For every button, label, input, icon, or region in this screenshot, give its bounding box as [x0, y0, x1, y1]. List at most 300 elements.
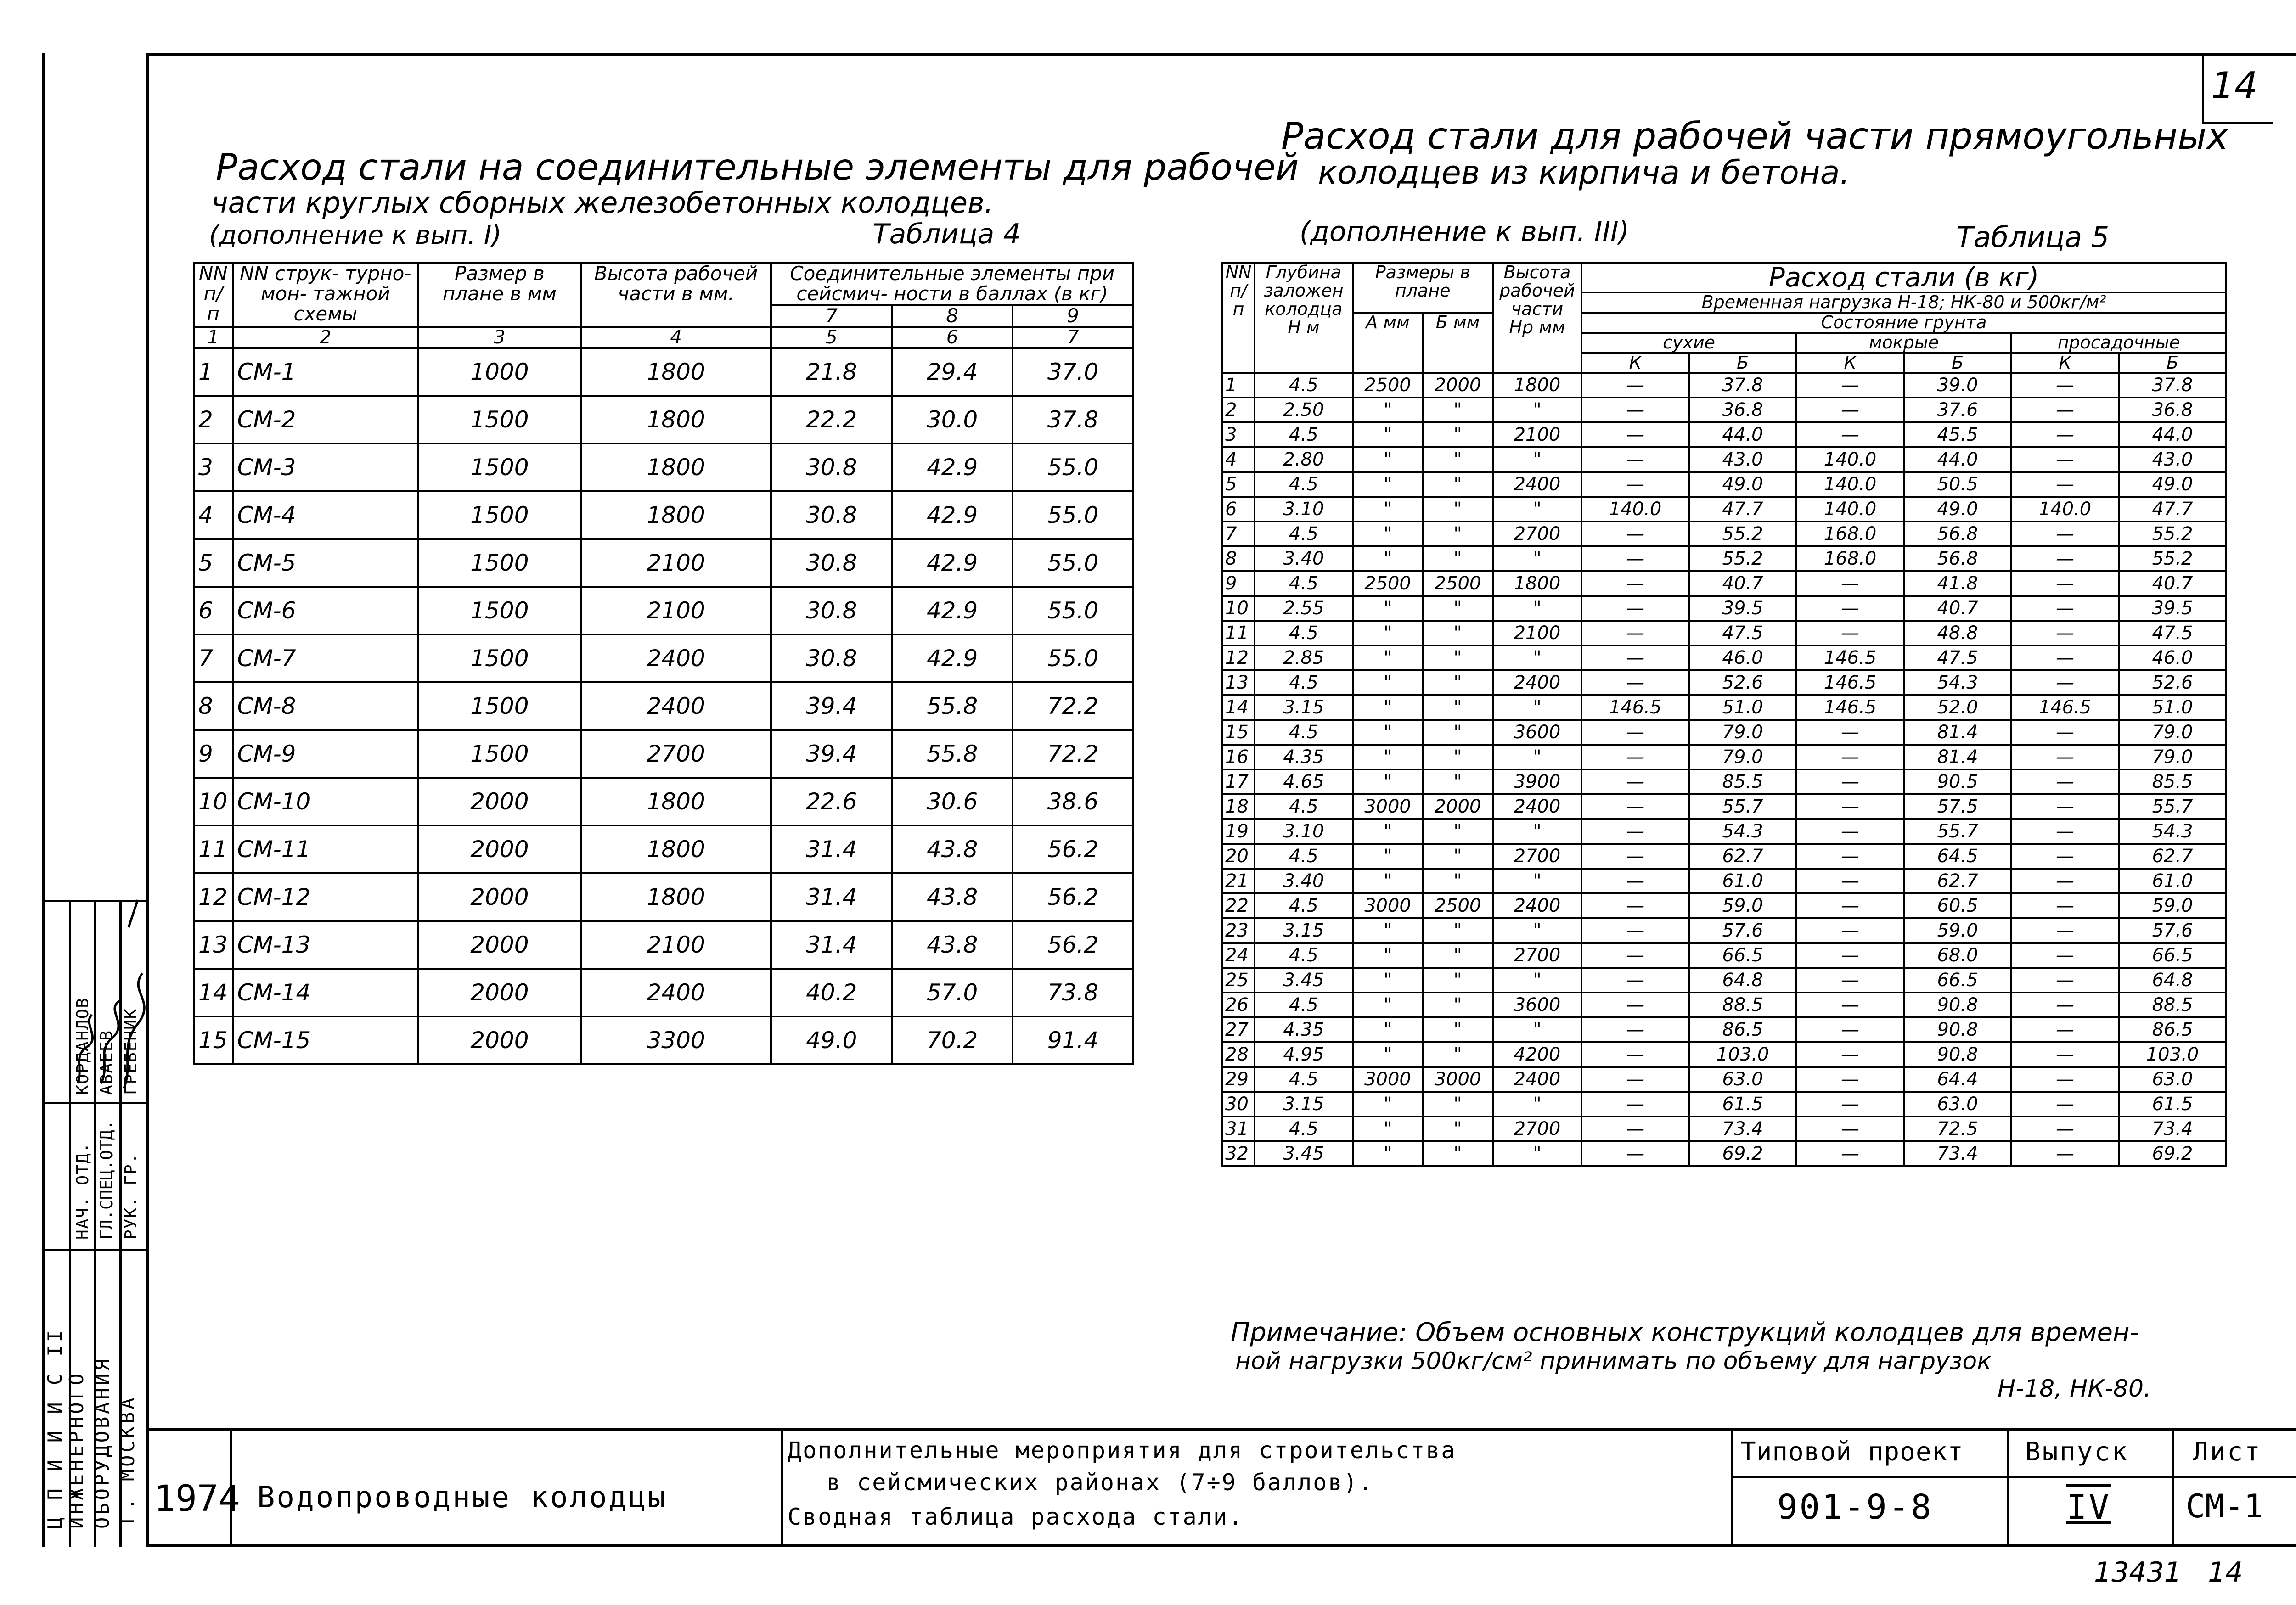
t5-cell: 32: [1222, 1141, 1255, 1166]
t5-cell: —: [2011, 869, 2119, 893]
t5-cell: 81.4: [1904, 720, 2011, 745]
t5-cell: —: [1796, 1117, 1904, 1141]
t4-cell: СМ-9: [233, 730, 418, 778]
t5-row: [1222, 918, 2226, 943]
t4-colnum: 5: [771, 327, 892, 348]
t5-cell: —: [1796, 422, 1904, 447]
t5-cell: ": [1423, 422, 1493, 447]
t5-cell: 22: [1222, 893, 1255, 918]
t4-cell: 2: [194, 396, 233, 443]
t5-cell: —: [2011, 1117, 2119, 1141]
t4-cell: 49.0: [771, 1016, 892, 1064]
right-title-line1: Расход стали для рабочей части прямоугольных: [1281, 115, 2228, 157]
t5-cell: 86.5: [2119, 1017, 2226, 1042]
t5-cell: 61.5: [1689, 1092, 1796, 1117]
t5-cell: 56.8: [1904, 546, 2011, 571]
t5-cell: 3.40: [1255, 546, 1353, 571]
t5-cell: —: [1581, 596, 1689, 621]
t5-cell: —: [1796, 968, 1904, 993]
t4-cell: 1800: [581, 778, 771, 825]
t5-cell: ": [1353, 422, 1423, 447]
t5-cell: 37.8: [2119, 373, 2226, 398]
t4-row: [194, 587, 1133, 634]
t5-cell: —: [2011, 943, 2119, 968]
t4-row: [194, 634, 1133, 682]
t5-cell: ": [1423, 1042, 1493, 1067]
stamp-issue-label: Выпуск: [2025, 1437, 2129, 1467]
t4-cell: 2400: [581, 682, 771, 730]
t4-row: [194, 396, 1133, 443]
t5-cell: —: [1796, 1017, 1904, 1042]
t5-cell: —: [1581, 1141, 1689, 1166]
t5-cell: 146.5: [1796, 695, 1904, 720]
t5-cell: —: [1796, 398, 1904, 422]
t4-cell: СМ-4: [233, 491, 418, 539]
t5-cell: 37.8: [1689, 373, 1796, 398]
t5-cell: 57.6: [2119, 918, 2226, 943]
t5-cell: 44.0: [1689, 422, 1796, 447]
t4-header-nn: NN п/п: [194, 263, 233, 327]
t5-cell: —: [1796, 621, 1904, 645]
t5-row: [1222, 1042, 2226, 1067]
t5-cell: 103.0: [1689, 1042, 1796, 1067]
t4-cell: 31.4: [771, 825, 892, 873]
t5-cell: —: [2011, 522, 2119, 546]
side-role-2: ГЛ.СПЕЦ.ОТД.: [97, 1120, 116, 1240]
t5-row: [1222, 769, 2226, 794]
t5-cell: ": [1353, 522, 1423, 546]
t5-cell: 49.0: [1904, 497, 2011, 522]
t5-cell: 3.15: [1255, 695, 1353, 720]
t5-cell: —: [2011, 993, 2119, 1017]
t5-cell: 2: [1222, 398, 1255, 422]
t5-row: [1222, 422, 2226, 447]
t4-header-height: Высота рабочей части в мм.: [581, 263, 771, 327]
t5-cell: 2700: [1493, 1117, 1581, 1141]
t4-cell: 30.8: [771, 634, 892, 682]
t4-cell: 10: [194, 778, 233, 825]
t5-cell: 47.5: [1904, 645, 2011, 670]
t5-cell: ": [1353, 993, 1423, 1017]
t4-cell: 39.4: [771, 730, 892, 778]
t5-cell: —: [1581, 373, 1689, 398]
t4-cell: 7: [194, 634, 233, 682]
footer-number: 13431 14: [2094, 1556, 2243, 1588]
t5-cell: 55.2: [2119, 546, 2226, 571]
t5-cell: 146.5: [1796, 645, 1904, 670]
t4-cell: 55.0: [1013, 443, 1133, 491]
t5-cell: 79.0: [1689, 745, 1796, 769]
t5-cell: 28: [1222, 1042, 1255, 1067]
t4-cell: 1500: [418, 443, 581, 491]
stamp-issue-value: IV: [2066, 1487, 2111, 1527]
t5-cell: 57.5: [1904, 794, 2011, 819]
t4-cell: СМ-14: [233, 969, 418, 1016]
t5-cell: 79.0: [2119, 720, 2226, 745]
t4-cell: 1800: [581, 491, 771, 539]
t5-cell: ": [1353, 720, 1423, 745]
t5-cell: 4.5: [1255, 893, 1353, 918]
t4-cell: 5: [194, 539, 233, 587]
t4-cell: СМ-13: [233, 921, 418, 969]
t4-cell: 15: [194, 1016, 233, 1064]
t5-cell: 44.0: [1904, 447, 2011, 472]
t5-cell: —: [1796, 596, 1904, 621]
t5-cell: 13: [1222, 670, 1255, 695]
t5-cell: 54.3: [1689, 819, 1796, 844]
t5-cell: 3.45: [1255, 1141, 1353, 1166]
t5-cell: ": [1423, 968, 1493, 993]
t5-cell: 2400: [1493, 893, 1581, 918]
t5-cell: —: [1581, 918, 1689, 943]
t4-cell: 42.9: [892, 443, 1013, 491]
t5-cell: ": [1353, 968, 1423, 993]
t5-cell: 29: [1222, 1067, 1255, 1092]
t4-cell: 2000: [418, 778, 581, 825]
t5-cell: 2700: [1493, 522, 1581, 546]
title-block-divider: [2172, 1428, 2174, 1547]
t4-cell: 37.8: [1013, 396, 1133, 443]
left-table-label: Таблица 4: [872, 218, 1021, 250]
t5-cell: ": [1493, 497, 1581, 522]
t5-row: [1222, 373, 2226, 398]
t5-cell: 37.6: [1904, 398, 2011, 422]
t5-cell: —: [1796, 1141, 1904, 1166]
t4-row: [194, 778, 1133, 825]
t5-cell: ": [1493, 695, 1581, 720]
t5-cell: 2.85: [1255, 645, 1353, 670]
t4-cell: 56.2: [1013, 825, 1133, 873]
t5-cell: 88.5: [2119, 993, 2226, 1017]
t5-cell: 146.5: [1796, 670, 1904, 695]
t5-cell: —: [1581, 1017, 1689, 1042]
t5-cell: 4.5: [1255, 373, 1353, 398]
t5-header-subsiding: просадочные: [2011, 333, 2226, 353]
t5-cell: 90.8: [1904, 1042, 2011, 1067]
t5-cell: 88.5: [1689, 993, 1796, 1017]
t5-cell: ": [1423, 522, 1493, 546]
t4-cell: 91.4: [1013, 1016, 1133, 1064]
t5-cell: 19: [1222, 819, 1255, 844]
t5-cell: —: [2011, 1017, 2119, 1042]
t4-cell: 14: [194, 969, 233, 1016]
side-strip-hline: [42, 1249, 146, 1251]
t4-cell: 1800: [581, 443, 771, 491]
t4-cell: СМ-10: [233, 778, 418, 825]
t5-cell: 61.0: [2119, 869, 2226, 893]
t5-cell: 3.40: [1255, 869, 1353, 893]
t4-header-size: Размер в плане в мм: [418, 263, 581, 327]
t5-cell: ": [1423, 621, 1493, 645]
t5-header-bb: Б: [2119, 353, 2226, 373]
t5-cell: 2100: [1493, 621, 1581, 645]
t5-cell: 3.10: [1255, 819, 1353, 844]
t5-cell: 48.8: [1904, 621, 2011, 645]
t5-cell: 4: [1222, 447, 1255, 472]
t5-header-k: К: [1581, 353, 1689, 373]
t5-cell: —: [1581, 869, 1689, 893]
t4-cell: 13: [194, 921, 233, 969]
t4-cell: 8: [194, 682, 233, 730]
t5-cell: 55.2: [1689, 546, 1796, 571]
t4-cell: 70.2: [892, 1016, 1013, 1064]
t4-header-b7: 7: [771, 305, 892, 327]
t5-cell: ": [1353, 1042, 1423, 1067]
side-org-line2: ИНЖЕНЕРНОГО: [65, 1370, 88, 1529]
t4-cell: СМ-3: [233, 443, 418, 491]
t5-cell: 25: [1222, 968, 1255, 993]
t4-cell: СМ-5: [233, 539, 418, 587]
t5-cell: 45.5: [1904, 422, 2011, 447]
t5-cell: ": [1423, 844, 1493, 869]
t5-cell: 57.6: [1689, 918, 1796, 943]
t5-cell: —: [1796, 943, 1904, 968]
t5-cell: 39.0: [1904, 373, 2011, 398]
t5-cell: ": [1423, 546, 1493, 571]
t5-cell: —: [1581, 621, 1689, 645]
t4-cell: 31.4: [771, 873, 892, 921]
t5-cell: 64.8: [1689, 968, 1796, 993]
t5-cell: —: [1796, 1092, 1904, 1117]
t4-cell: 29.4: [892, 348, 1013, 396]
t5-cell: —: [1581, 993, 1689, 1017]
t5-header-dry: сухие: [1581, 333, 1796, 353]
t5-cell: —: [2011, 1141, 2119, 1166]
t5-cell: 49.0: [2119, 472, 2226, 497]
t5-cell: 36.8: [2119, 398, 2226, 422]
t5-row: [1222, 1141, 2226, 1166]
t5-cell: 39.5: [2119, 596, 2226, 621]
t5-cell: —: [1581, 943, 1689, 968]
t5-cell: —: [1581, 1117, 1689, 1141]
t5-cell: —: [2011, 819, 2119, 844]
t4-colnum: 2: [233, 327, 418, 348]
t4-colnum: 6: [892, 327, 1013, 348]
t4-cell: 42.9: [892, 539, 1013, 587]
t5-cell: ": [1353, 1141, 1423, 1166]
t4-header-scheme: NN струк- турно-мон- тажной схемы: [233, 263, 418, 327]
t5-cell: 12: [1222, 645, 1255, 670]
t4-cell: СМ-6: [233, 587, 418, 634]
t5-cell: 140.0: [1796, 447, 1904, 472]
t4-cell: 55.8: [892, 682, 1013, 730]
t5-cell: 61.5: [2119, 1092, 2226, 1117]
t5-row: [1222, 670, 2226, 695]
t4-cell: 55.8: [892, 730, 1013, 778]
t4-cell: 56.2: [1013, 921, 1133, 969]
t5-cell: 4.5: [1255, 794, 1353, 819]
t4-row: [194, 539, 1133, 587]
stamp-project-value: 901-9-8: [1777, 1487, 1933, 1527]
t5-cell: ": [1493, 745, 1581, 769]
side-role-1: НАЧ. ОТД.: [73, 1141, 92, 1240]
t5-cell: 51.0: [2119, 695, 2226, 720]
t5-cell: ": [1493, 546, 1581, 571]
t5-cell: ": [1353, 447, 1423, 472]
t5-cell: —: [1581, 1092, 1689, 1117]
t5-header-height: Высота рабочей части Нр мм: [1493, 263, 1581, 373]
right-table-label: Таблица 5: [1956, 220, 2110, 254]
t5-cell: ": [1353, 1017, 1423, 1042]
t5-cell: 41.8: [1904, 571, 2011, 596]
t4-cell: 3: [194, 443, 233, 491]
left-title-line2: части круглых сборных железобетонных колодцев.: [211, 186, 994, 219]
t5-cell: 54.3: [2119, 819, 2226, 844]
t5-cell: —: [1796, 745, 1904, 769]
t5-cell: 3000: [1423, 1067, 1493, 1092]
t5-cell: 2.50: [1255, 398, 1353, 422]
t5-cell: 73.4: [2119, 1117, 2226, 1141]
side-org-line4: Г. МОСКВА: [116, 1395, 139, 1524]
t4-cell: 30.8: [771, 587, 892, 634]
t5-cell: 4.5: [1255, 1067, 1353, 1092]
t4-cell: СМ-7: [233, 634, 418, 682]
t5-cell: —: [1796, 844, 1904, 869]
t5-cell: ": [1353, 546, 1423, 571]
t5-row: [1222, 893, 2226, 918]
t5-cell: 14: [1222, 695, 1255, 720]
t5-cell: 63.0: [1904, 1092, 2011, 1117]
t5-cell: 7: [1222, 522, 1255, 546]
t5-cell: 62.7: [1689, 844, 1796, 869]
t4-cell: 1500: [418, 587, 581, 634]
t5-row: [1222, 596, 2226, 621]
t5-cell: ": [1423, 398, 1493, 422]
t5-header-steel: Расход стали (в кг): [1581, 263, 2226, 292]
t5-cell: —: [2011, 968, 2119, 993]
t5-cell: 140.0: [2011, 497, 2119, 522]
t5-cell: —: [2011, 794, 2119, 819]
t4-colnum: 4: [581, 327, 771, 348]
t5-cell: 3000: [1353, 1067, 1423, 1092]
t5-cell: —: [1581, 571, 1689, 596]
t4-row: [194, 873, 1133, 921]
t4-cell: 37.0: [1013, 348, 1133, 396]
t5-cell: ": [1423, 695, 1493, 720]
t5-cell: —: [1581, 720, 1689, 745]
t5-cell: ": [1493, 819, 1581, 844]
t5-cell: 44.0: [2119, 422, 2226, 447]
t5-cell: —: [2011, 1067, 2119, 1092]
t5-cell: 52.0: [1904, 695, 2011, 720]
t5-cell: —: [1581, 546, 1689, 571]
t5-row: [1222, 497, 2226, 522]
t5-cell: ": [1493, 968, 1581, 993]
t5-header-bb: Б: [1689, 353, 1796, 373]
t5-cell: 3: [1222, 422, 1255, 447]
t4-cell: 56.2: [1013, 873, 1133, 921]
t4-cell: 1500: [418, 491, 581, 539]
title-block-hline: [1731, 1476, 2296, 1478]
t4-cell: 2100: [581, 587, 771, 634]
t5-cell: —: [1796, 993, 1904, 1017]
t5-cell: 11: [1222, 621, 1255, 645]
t4-cell: 42.9: [892, 587, 1013, 634]
t4-cell: СМ-12: [233, 873, 418, 921]
t4-cell: 2000: [418, 1016, 581, 1064]
t5-cell: 3900: [1493, 769, 1581, 794]
t5-row: [1222, 745, 2226, 769]
stamp-year: 1974: [154, 1478, 240, 1520]
t5-cell: 4.5: [1255, 844, 1353, 869]
t5-cell: ": [1493, 1092, 1581, 1117]
t5-cell: —: [2011, 1092, 2119, 1117]
t4-cell: 2700: [581, 730, 771, 778]
t5-header-nn: NN п/п: [1222, 263, 1255, 373]
t4-cell: 1800: [581, 825, 771, 873]
t5-cell: ": [1353, 1092, 1423, 1117]
t5-row: [1222, 571, 2226, 596]
t5-cell: —: [1581, 745, 1689, 769]
t5-cell: 3.15: [1255, 918, 1353, 943]
t5-row: [1222, 546, 2226, 571]
t5-cell: 4200: [1493, 1042, 1581, 1067]
t5-cell: ": [1423, 447, 1493, 472]
t5-cell: ": [1353, 398, 1423, 422]
left-title-line1: Расход стали на соединительные элементы для рабочей: [216, 147, 1299, 188]
t5-cell: 4.5: [1255, 571, 1353, 596]
t5-cell: 79.0: [2119, 745, 2226, 769]
t5-cell: —: [1581, 968, 1689, 993]
t5-cell: —: [2011, 769, 2119, 794]
t5-cell: ": [1493, 918, 1581, 943]
t5-row: [1222, 522, 2226, 546]
t4-colnum: 1: [194, 327, 233, 348]
t5-cell: 3000: [1353, 794, 1423, 819]
t5-cell: 20: [1222, 844, 1255, 869]
t5-cell: 55.2: [2119, 522, 2226, 546]
title-block-divider: [2007, 1428, 2009, 1547]
t5-cell: 18: [1222, 794, 1255, 819]
t4-cell: 31.4: [771, 921, 892, 969]
t5-cell: —: [2011, 447, 2119, 472]
t5-cell: 72.5: [1904, 1117, 2011, 1141]
t4-colnum: 7: [1013, 327, 1133, 348]
t5-row: [1222, 1067, 2226, 1092]
t5-cell: —: [1796, 1042, 1904, 1067]
t5-header-b: Б мм: [1423, 313, 1493, 373]
t5-cell: —: [2011, 1042, 2119, 1067]
t4-cell: 2400: [581, 634, 771, 682]
t5-cell: 39.5: [1689, 596, 1796, 621]
t5-cell: 140.0: [1796, 472, 1904, 497]
t5-cell: ": [1353, 645, 1423, 670]
t4-header-b8: 8: [892, 305, 1013, 327]
t5-cell: 31: [1222, 1117, 1255, 1141]
t5-cell: 55.7: [1904, 819, 2011, 844]
t4-cell: 72.2: [1013, 730, 1133, 778]
t5-cell: ": [1493, 447, 1581, 472]
t5-cell: 2000: [1423, 794, 1493, 819]
t4-cell: 2100: [581, 921, 771, 969]
t5-cell: 5: [1222, 472, 1255, 497]
t5-cell: 4.5: [1255, 720, 1353, 745]
t4-row: [194, 1016, 1133, 1064]
t5-row: [1222, 398, 2226, 422]
t4-cell: 1800: [581, 396, 771, 443]
t5-row: [1222, 844, 2226, 869]
t4-cell: 22.2: [771, 396, 892, 443]
t4-cell: 43.8: [892, 873, 1013, 921]
t5-cell: ": [1423, 918, 1493, 943]
t5-cell: 3.15: [1255, 1092, 1353, 1117]
table-5: [1221, 262, 2227, 1167]
t5-header-a: А мм: [1353, 313, 1423, 373]
t5-cell: 4.95: [1255, 1042, 1353, 1067]
t5-cell: 2500: [1353, 373, 1423, 398]
t5-cell: —: [1796, 571, 1904, 596]
t5-cell: 43.0: [1689, 447, 1796, 472]
